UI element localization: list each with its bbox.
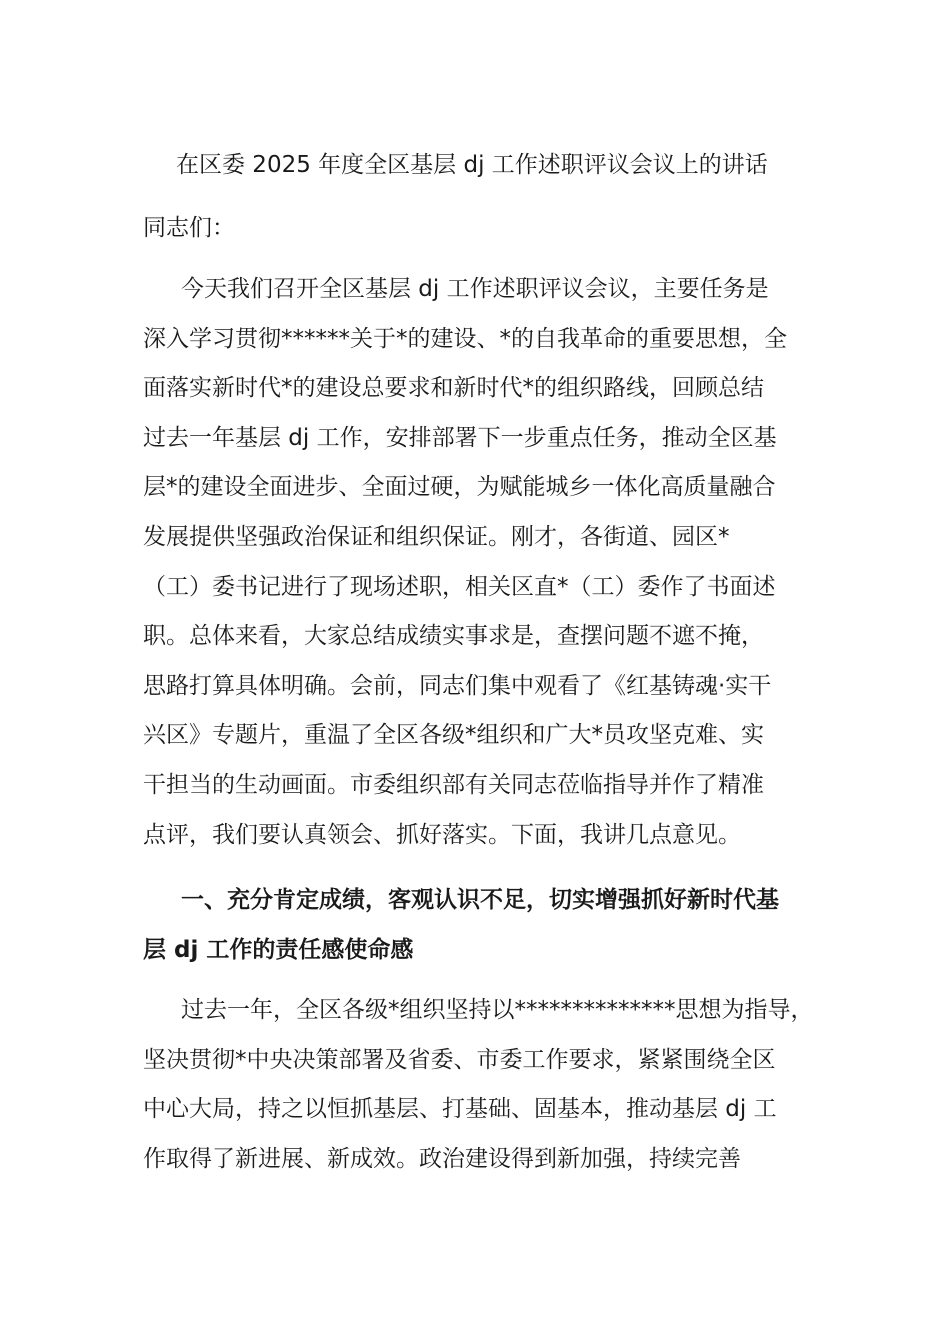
text-line: 兴区》专题片，重温了全区各级*组织和广大*员攻坚克难、实 [143, 722, 764, 749]
text-line: 中心大局，持之以恒抓基层、打基础、固基本，推动基层 dj 工 [143, 1096, 777, 1123]
text-line: 深入学习贯彻******关于*的建设、*的自我革命的重要思想，全 [143, 325, 787, 352]
text-line: 过去一年基层 dj 工作，安排部署下一步重点任务，推动全区基 [143, 424, 777, 451]
text-line: 面落实新时代*的建设总要求和新时代*的组织路线，回顾总结 [143, 375, 764, 402]
text-line: 今天我们召开全区基层 dj 工作述职评议会议，主要任务是 [181, 276, 769, 302]
text-line: 干担当的生动画面。市委组织部有关同志莅临指导并作了精准 [143, 771, 764, 798]
text-line: 发展提供坚强政治保证和组织保证。刚才，各街道、园区* [143, 523, 730, 550]
text-line: 作取得了新进展、新成效。政治建设得到新加强，持续完善 [143, 1145, 741, 1172]
heading-line: 层 dj 工作的责任感使命感 [143, 936, 414, 963]
text-line: 层*的建设全面进步、全面过硬，为赋能城乡一体化高质量融合 [143, 474, 776, 501]
paragraph-intro [143, 265, 813, 860]
text-line: 过去一年，全区各级*组织坚持以**************思想为指导， [181, 997, 814, 1023]
salutation: 同志们： [143, 215, 235, 241]
section-heading-1 [143, 876, 813, 975]
heading-line: 一、充分肯定成绩，客观认识不足，切实增强抓好新时代基 [181, 887, 779, 913]
text-line: 坚决贯彻*中央决策部署及省委、市委工作要求，紧紧围绕全区 [143, 1046, 776, 1073]
text-line: （工）委书记进行了现场述职，相关区直*（工）委作了书面述 [143, 573, 776, 600]
paragraph-achievements [143, 986, 813, 1184]
text-line: 思路打算具体明确。会前，同志们集中观看了《红基铸魂·实干 [143, 672, 772, 699]
document-title: 在区委 2025 年度全区基层 dj 工作述职评议会议上的讲话 [176, 152, 768, 178]
text-line: 职。总体来看，大家总结成绩实事求是，查摆问题不遮不掩， [143, 623, 764, 650]
text-line: 点评，我们要认真领会、抓好落实。下面，我讲几点意见。 [143, 821, 741, 848]
